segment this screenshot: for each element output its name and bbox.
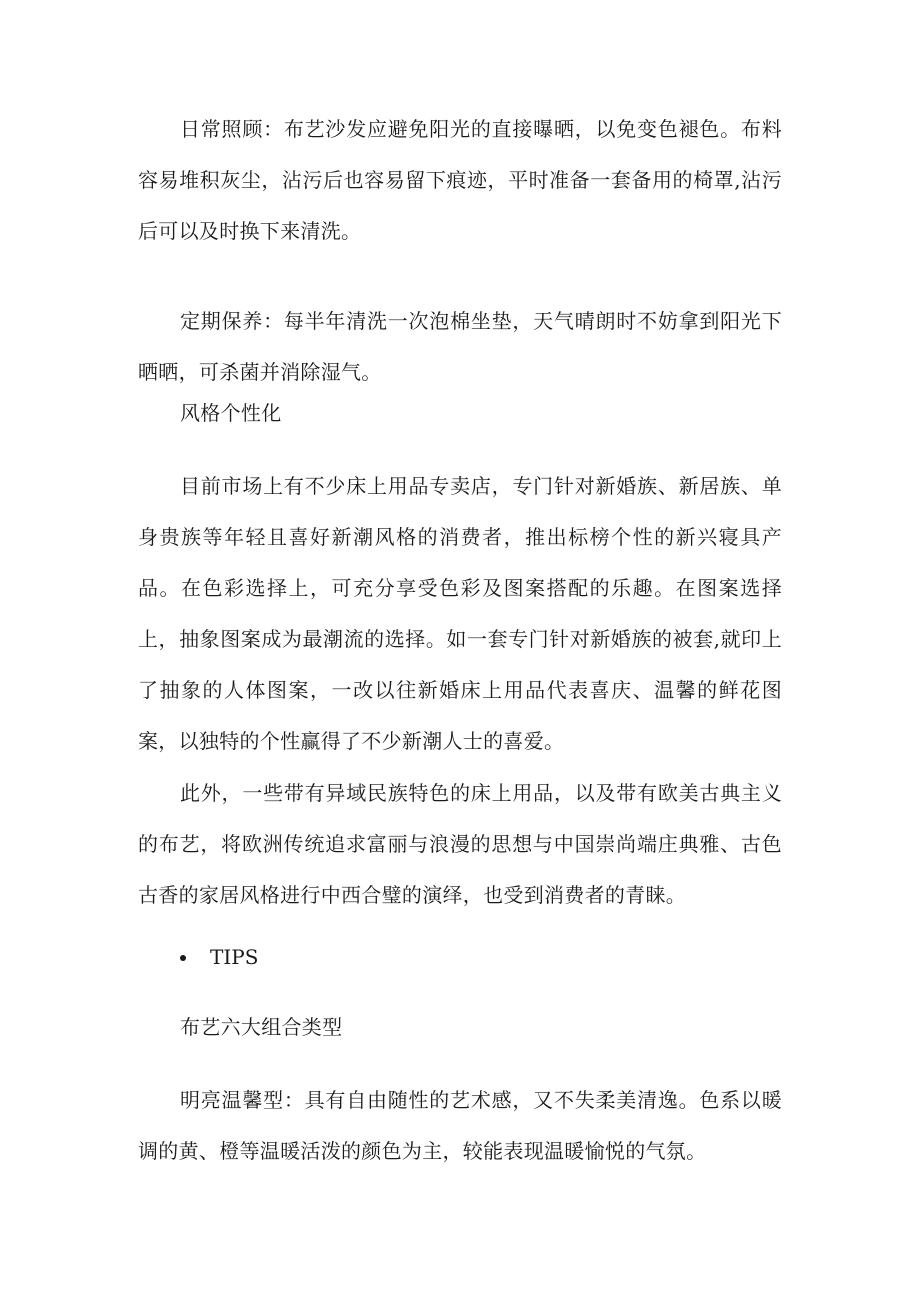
paragraph-bright-warm-type: 明亮温馨型：具有自由随性的艺术感，又不失柔美清逸。色系以暖调的黄、橙等温暖活泼的颜色为主，较能表现温暖愉悦的气氛。 [138, 1088, 782, 1163]
paragraph-exotic-styles: 此外，一些带有异域民族特色的床上用品，以及带有欧美古典主义的布艺，将欧洲传统追求富丽与浪漫的思想与中国崇尚端庄典雅、古色古香的家居风格进行中西合璧的演绎，也受到消费者的青睐。 [138, 781, 782, 907]
heading-style-personalization: 风格个性化 [180, 401, 282, 425]
paragraph-market-trends: 目前市场上有不少床上用品专卖店，专门针对新婚族、新居族、单身贵族等年轻且喜好新潮风格的消费者，推出标榜个性的新兴寝具产品。在色彩选择上，可充分享受色彩及图案搭配的乐趣。在图案选择上，抽象图案成为最潮流的选择。如一套专门针对新婚族的被套,就印上了抽象的人体图案，一改以往新婚床上用品代表喜庆、温馨的鲜花图案，以独特的个性赢得了不少新潮人士的喜爱。 [138, 474, 782, 753]
paragraph-regular-maintenance: 定期保养：每半年清洗一次泡棉坐垫，天气晴朗时不妨拿到阳光下晒晒，可杀菌并消除湿气。 [138, 309, 782, 384]
heading-six-combination-types: 布艺六大组合类型 [180, 1015, 343, 1039]
bullet-item-tips [180, 932, 258, 983]
bullet-dot-icon [180, 955, 186, 961]
bullet-text: TIPS [210, 945, 259, 969]
paragraph-daily-care: 日常照顾：布艺沙发应避免阳光的直接曝晒，以免变色褪色。布料容易堆积灰尘，沾污后也容易留下痕迹，平时准备一套备用的椅罩,沾污后可以及时换下来清洗。 [138, 117, 782, 243]
